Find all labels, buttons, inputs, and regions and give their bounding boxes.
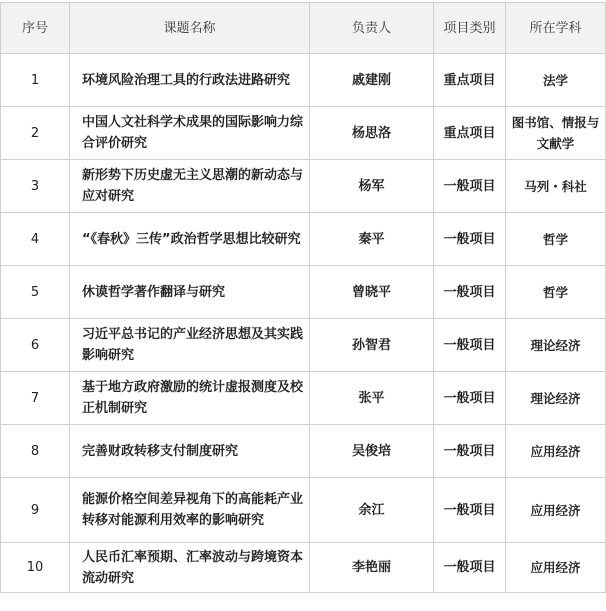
project-subject: 理论经济	[506, 319, 606, 372]
project-name: 习近平总书记的产业经济思想及其实践影响研究	[70, 319, 310, 372]
project-name: 环境风险治理工具的行政法进路研究	[70, 54, 310, 107]
project-name: 休谟哲学著作翻译与研究	[70, 266, 310, 319]
project-type: 一般项目	[434, 319, 506, 372]
project-owner: 张平	[310, 372, 434, 425]
row-number: 7	[1, 372, 70, 425]
header-owner: 负责人	[310, 3, 434, 54]
header-subject: 所在学科	[506, 3, 606, 54]
project-name: 基于地方政府激励的统计虚报测度及校正机制研究	[70, 372, 310, 425]
project-owner: 秦平	[310, 213, 434, 266]
table-row	[1, 54, 606, 107]
project-name: 能源价格空间差异视角下的高能耗产业转移对能源利用效率的影响研究	[70, 478, 310, 543]
project-subject: 理论经济	[506, 372, 606, 425]
project-type: 一般项目	[434, 425, 506, 478]
project-subject: 图书馆、情报与文献学	[506, 107, 606, 160]
row-number: 3	[1, 160, 70, 213]
project-type: 一般项目	[434, 266, 506, 319]
row-number: 10	[1, 543, 70, 593]
project-owner: 孙智君	[310, 319, 434, 372]
row-number: 9	[1, 478, 70, 543]
project-owner: 余江	[310, 478, 434, 543]
project-owner: 吴俊培	[310, 425, 434, 478]
row-number: 2	[1, 107, 70, 160]
header-serial: 序号	[1, 3, 70, 54]
project-type: 一般项目	[434, 543, 506, 593]
table-row	[1, 372, 606, 425]
table-row	[1, 266, 606, 319]
project-name: 新形势下历史虚无主义思潮的新动态与应对研究	[70, 160, 310, 213]
row-number: 1	[1, 54, 70, 107]
project-subject: 应用经济	[506, 478, 606, 543]
table-row	[1, 107, 606, 160]
project-owner: 曾晓平	[310, 266, 434, 319]
project-owner: 戚建刚	[310, 54, 434, 107]
project-owner: 李艳丽	[310, 543, 434, 593]
project-type: 重点项目	[434, 54, 506, 107]
row-number: 6	[1, 319, 70, 372]
header-project-name: 课题名称	[70, 3, 310, 54]
table-header-row	[1, 3, 606, 54]
table-row	[1, 160, 606, 213]
row-number: 8	[1, 425, 70, 478]
project-name: 中国人文社科学术成果的国际影响力综合评价研究	[70, 107, 310, 160]
project-subject: 应用经济	[506, 543, 606, 593]
project-type: 重点项目	[434, 107, 506, 160]
row-number: 5	[1, 266, 70, 319]
project-subject: 马列・科社	[506, 160, 606, 213]
table-row	[1, 319, 606, 372]
project-subject: 哲学	[506, 266, 606, 319]
project-type: 一般项目	[434, 213, 506, 266]
project-owner: 杨思洛	[310, 107, 434, 160]
project-subject: 应用经济	[506, 425, 606, 478]
project-type: 一般项目	[434, 160, 506, 213]
table-row	[1, 425, 606, 478]
project-name: “《春秋》三传”政治哲学思想比较研究	[70, 213, 310, 266]
row-number: 4	[1, 213, 70, 266]
project-name: 人民币汇率预期、汇率波动与跨境资本流动研究	[70, 543, 310, 593]
table-row	[1, 478, 606, 543]
project-type: 一般项目	[434, 372, 506, 425]
table-row	[1, 213, 606, 266]
project-subject: 哲学	[506, 213, 606, 266]
table-row	[1, 543, 606, 593]
project-owner: 杨军	[310, 160, 434, 213]
project-subject: 法学	[506, 54, 606, 107]
project-name: 完善财政转移支付制度研究	[70, 425, 310, 478]
header-project-type: 项目类别	[434, 3, 506, 54]
project-type: 一般项目	[434, 478, 506, 543]
projects-table	[0, 2, 606, 593]
